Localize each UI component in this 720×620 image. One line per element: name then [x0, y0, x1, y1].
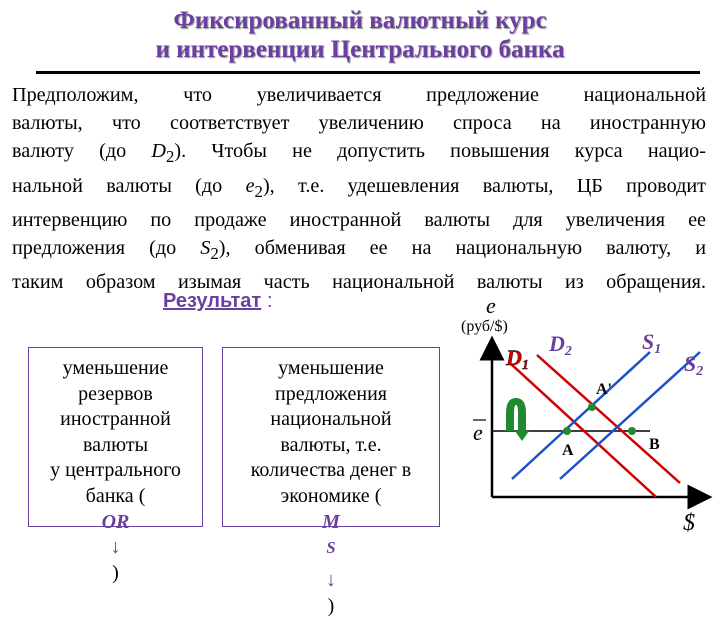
ms-abbr: M $^S$ [322, 510, 340, 558]
demand-curve-d2 [537, 355, 680, 483]
s-symbol: S [200, 237, 211, 260]
paragraph-line-5: интервенцию по продаже иностранной валюты для увеличения ее [12, 208, 706, 231]
result-box-money-supply: уменьшение предложения национальной валюты, т.е. количества денег в экономике ( M $^S$ ↓ ) [222, 347, 440, 527]
paragraph-line-2: валюты, что соответствует увеличению спроса на иностранную [12, 112, 706, 135]
result-colon: : [267, 290, 273, 312]
result-box-reserves: уменьшение резервов иностранной валюты у центрального банка ( OR ↓ ) [28, 347, 203, 527]
point-a-prime-label: A' [596, 381, 612, 398]
y-axis-unit: (руб/$) [461, 318, 508, 335]
e-symbol: e [245, 174, 255, 197]
intervention-arrow-icon [506, 398, 529, 441]
title-line-2: и интервенции Центрального банка [155, 36, 565, 63]
or-abbr: OR [101, 510, 130, 533]
point-a-marker [563, 427, 571, 435]
down-arrow-icon: ↓ [326, 569, 336, 592]
paragraph-line-4: нальной валюты (до $e_2$), т.е. удешевления валюты, ЦБ проводит [12, 174, 706, 201]
d2-label: D2 [549, 331, 572, 359]
title-line-1: Фиксированный валютный курс [173, 7, 547, 34]
point-a-prime-marker [588, 403, 596, 411]
point-b-marker [628, 427, 636, 435]
paragraph-line-6: предложения (до $S_2$), обменивая ее на национальную валюту, и [12, 237, 706, 264]
s2-label: S2 [684, 351, 704, 379]
fixed-rate-label: e [473, 420, 483, 445]
d-symbol: D [151, 140, 166, 163]
down-arrow-icon: ↓ [110, 536, 121, 559]
d1-label: D1 [506, 345, 529, 373]
x-axis-label: $ [683, 510, 695, 536]
paragraph-line-3: валюту (до $D_2$). Чтобы не допустить повышения курса нацио- [12, 140, 707, 167]
paragraph-line-7: таким образом изымая часть национальной валюты из обращения. [12, 271, 706, 294]
y-axis-label: e [486, 293, 496, 318]
point-b-label: B [649, 436, 660, 453]
paragraph-line-1: Предположим, что увеличивается предложение национальной [12, 84, 706, 106]
point-a-label: A [562, 442, 574, 459]
s1-label: S1 [642, 329, 662, 357]
result-heading: Результат [163, 290, 262, 312]
